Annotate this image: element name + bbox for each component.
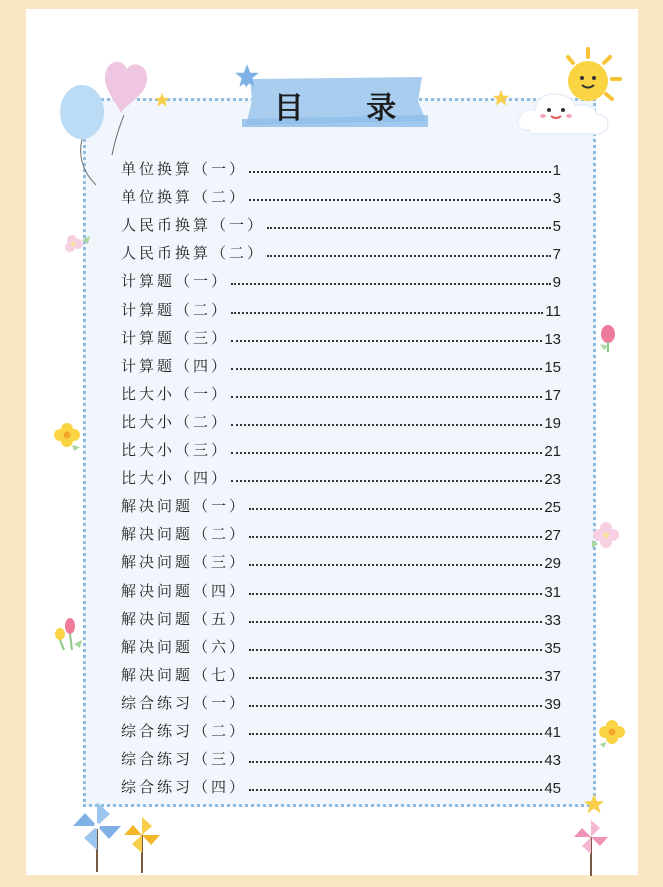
toc-entry-label: 综合练习（四） <box>121 778 248 797</box>
leader-dots <box>267 255 551 257</box>
toc-entry[interactable] <box>121 713 561 741</box>
leader-dots <box>231 283 551 285</box>
pinwheel-icon <box>572 818 610 876</box>
leader-dots <box>249 508 542 510</box>
leader-dots <box>231 396 542 398</box>
toc-entry-label: 比大小（三） <box>121 441 230 460</box>
flower-icon <box>62 232 92 256</box>
toc-entry-page: 1 <box>552 162 561 180</box>
flower-icon <box>52 616 84 652</box>
star-icon <box>492 89 510 107</box>
flower-icon <box>54 421 82 451</box>
toc-entry-label: 解决问题（五） <box>121 609 248 628</box>
toc-entry-label: 计算题（二） <box>121 300 230 319</box>
toc-entry-label: 解决问题（七） <box>121 665 248 684</box>
toc-entry-label: 解决问题（二） <box>121 525 248 544</box>
toc-entry-page: 7 <box>552 246 561 264</box>
leader-dots <box>249 705 542 707</box>
toc-entry-label: 计算题（一） <box>121 272 230 291</box>
leader-dots <box>231 452 542 454</box>
toc-entry-label: 解决问题（三） <box>121 553 248 572</box>
toc-entry-page: 37 <box>544 667 561 685</box>
pinwheel-icon <box>122 815 162 873</box>
leader-dots <box>249 171 551 173</box>
toc-entry-page: 15 <box>544 358 561 376</box>
toc-entry-page: 5 <box>552 218 561 236</box>
leader-dots <box>231 340 542 342</box>
leader-dots <box>231 312 543 314</box>
toc-entry-label: 单位换算（一） <box>121 160 248 179</box>
toc-entry-page: 27 <box>544 527 561 545</box>
leader-dots <box>231 368 542 370</box>
toc-entry-label: 人民币换算（一） <box>121 216 266 235</box>
toc-entry[interactable] <box>121 572 561 600</box>
toc-entry-page: 21 <box>544 443 561 461</box>
toc-entry[interactable] <box>121 151 561 179</box>
leader-dots <box>249 649 542 651</box>
toc-entry-page: 33 <box>544 611 561 629</box>
toc-entry[interactable] <box>121 179 561 207</box>
toc-entry-label: 综合练习（三） <box>121 750 248 769</box>
title-banner <box>242 75 428 127</box>
toc-entry-label: 单位换算（二） <box>121 188 248 207</box>
toc-entry-page: 19 <box>544 414 561 432</box>
toc-entry[interactable] <box>121 263 561 291</box>
toc-entry[interactable] <box>121 207 561 235</box>
toc-entry-label: 计算题（四） <box>121 356 230 375</box>
toc-entry[interactable] <box>121 376 561 404</box>
toc-entry[interactable] <box>121 741 561 769</box>
toc-entry-page: 11 <box>545 302 561 320</box>
toc-entry-label: 比大小（一） <box>121 384 230 403</box>
toc-entry[interactable] <box>121 348 561 376</box>
leader-dots <box>249 199 551 201</box>
toc-entry-page: 13 <box>544 330 561 348</box>
toc-entry[interactable] <box>121 629 561 657</box>
toc-entry-page: 17 <box>544 386 561 404</box>
toc-entry-page: 29 <box>544 555 561 573</box>
toc-entry[interactable] <box>121 516 561 544</box>
toc-entry[interactable] <box>121 488 561 516</box>
toc-entry[interactable] <box>121 657 561 685</box>
star-icon <box>583 793 605 815</box>
toc-entry-page: 45 <box>544 780 561 798</box>
leader-dots <box>249 621 542 623</box>
toc-entry-page: 9 <box>552 274 561 292</box>
leader-dots <box>249 564 542 566</box>
flower-icon <box>596 322 622 352</box>
leader-dots <box>231 424 542 426</box>
leader-dots <box>249 789 542 791</box>
flower-icon <box>590 520 622 550</box>
toc-entry-label: 综合练习（一） <box>121 693 248 712</box>
toc-entry-label: 解决问题（六） <box>121 637 248 656</box>
star-icon <box>154 92 170 108</box>
leader-dots <box>249 733 542 735</box>
leader-dots <box>249 593 542 595</box>
toc-entry-page: 39 <box>544 695 561 713</box>
toc-entry[interactable] <box>121 291 561 319</box>
toc-list <box>121 151 561 797</box>
toc-entry-page: 3 <box>552 190 561 208</box>
toc-entry[interactable] <box>121 769 561 797</box>
toc-entry-label: 人民币换算（二） <box>121 244 266 263</box>
toc-entry-label: 综合练习（二） <box>121 721 248 740</box>
leader-dots <box>249 536 542 538</box>
toc-entry-page: 43 <box>544 752 561 770</box>
toc-entry[interactable] <box>121 460 561 488</box>
toc-entry-page: 35 <box>544 639 561 657</box>
leader-dots <box>231 480 542 482</box>
toc-entry-label: 解决问题（一） <box>121 497 248 516</box>
toc-entry-page: 41 <box>544 723 561 741</box>
toc-entry[interactable] <box>121 404 561 432</box>
leader-dots <box>249 761 542 763</box>
toc-entry[interactable] <box>121 235 561 263</box>
toc-entry-label: 比大小（二） <box>121 412 230 431</box>
page-title: 目 录 <box>273 91 423 126</box>
toc-entry-label: 比大小（四） <box>121 469 230 488</box>
toc-entry-label: 解决问题（四） <box>121 581 248 600</box>
cloud-icon <box>515 80 615 138</box>
toc-entry[interactable] <box>121 685 561 713</box>
toc-entry-label: 计算题（三） <box>121 328 230 347</box>
toc-entry[interactable] <box>121 432 561 460</box>
toc-entry[interactable] <box>121 544 561 572</box>
toc-entry[interactable] <box>121 601 561 629</box>
leader-dots <box>249 677 542 679</box>
toc-entry-page: 23 <box>544 471 561 489</box>
pinwheel-icon <box>70 800 124 872</box>
flower-icon <box>598 718 626 748</box>
toc-entry-page: 31 <box>544 583 561 601</box>
toc-entry[interactable] <box>121 320 561 348</box>
toc-entry-page: 25 <box>544 499 561 517</box>
leader-dots <box>267 227 551 229</box>
